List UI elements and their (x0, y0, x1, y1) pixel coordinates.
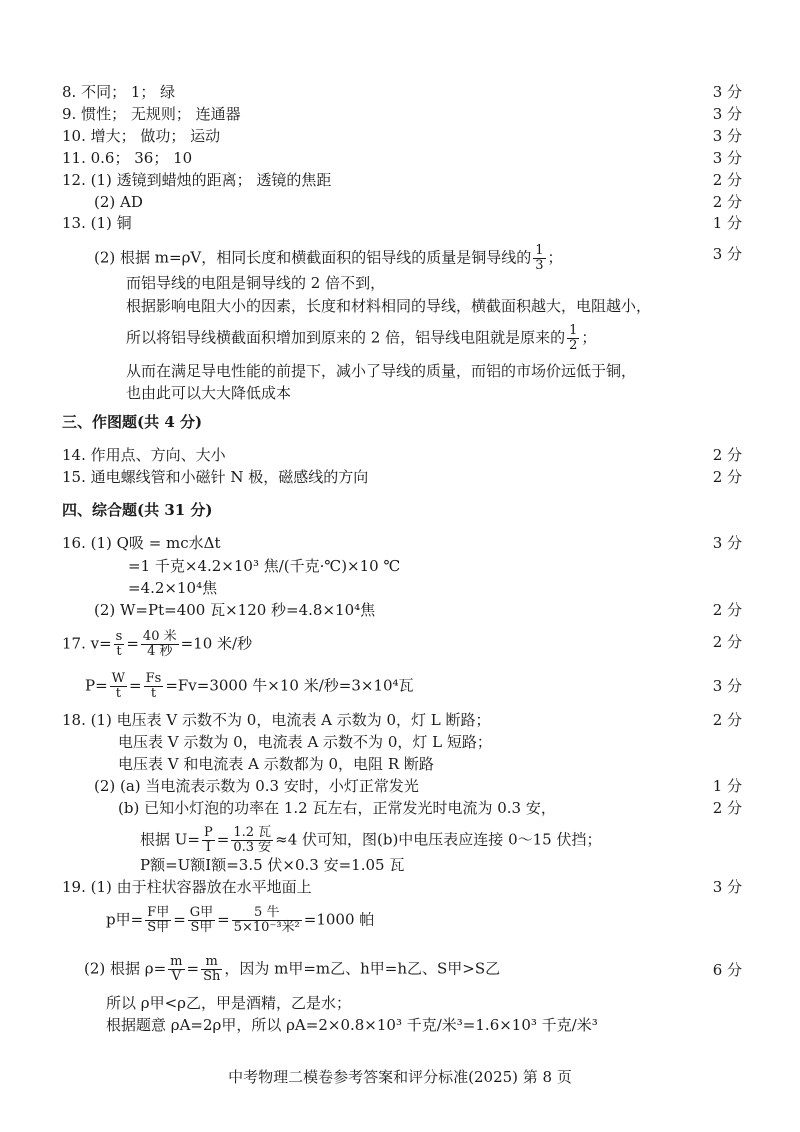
answer-13-2-line1 (94, 244, 563, 273)
fraction-w-over-t (110, 672, 127, 701)
section-heading-3: 三、作图题(共 4 分) (62, 413, 203, 431)
fraction-denominator: V (171, 969, 182, 984)
fraction-denominator: S甲 (190, 920, 213, 935)
fraction-value (232, 906, 302, 935)
answer-16-1-line2: =1 千克×4.2×10³ 焦/(千克·℃)×10 ℃ (128, 557, 401, 575)
fraction-denominator: t (115, 686, 121, 701)
answer-13-1: 13. (1) 铜 (62, 214, 132, 232)
answer-16-1-line1: 16. (1) Q吸 = mc水Δt (62, 534, 221, 552)
fraction-denominator: Sh (203, 969, 221, 984)
fraction-p-over-i (202, 826, 215, 855)
fraction-numerator: 1 (569, 323, 578, 338)
answer-18-2-c-suffix: ≈4 伏可知，图(b)中电压表应连接 0～15 伏挡； (275, 830, 602, 849)
score-12-2: 2 分 (712, 193, 742, 211)
answer-19-1-suffix: =1000 帕 (303, 910, 375, 929)
fraction-denominator: 4 秒 (147, 644, 173, 659)
fraction-numerator: 1.2 瓦 (233, 825, 272, 840)
answer-19-1-prefix: p甲= (106, 910, 144, 929)
answer-8: 8. 不同； 1； 绿 (62, 83, 176, 101)
answer-12-2: (2) AD (94, 193, 143, 211)
answer-16-2: (2) W=Pt=400 瓦×120 秒=4.8×10⁴焦 (94, 601, 376, 619)
fraction-weight-over-area (188, 906, 215, 935)
score-10: 3 分 (712, 127, 742, 145)
fraction-denominator: t (116, 644, 122, 659)
answer-15: 15. 通电螺线管和小磁针 N 极，磁感线的方向 (62, 468, 369, 486)
score-18-2-b: 2 分 (712, 799, 742, 817)
section-heading-4: 四、综合题(共 31 分) (62, 501, 213, 519)
answer-18-1-line2: 电压表 V 示数为 0，电流表 A 示数不为 0，灯 L 短路； (118, 733, 492, 751)
fraction-denominator: 5×10⁻³米² (233, 920, 300, 935)
answer-19-2-suffix: ，因为 m甲=m乙、h甲=h乙、S甲>S乙 (224, 959, 501, 978)
answer-12-1: 12. (1) 透镜到蜡烛的距离； 透镜的焦距 (62, 171, 332, 189)
equals-sign: = (126, 634, 139, 653)
equals-sign: = (186, 959, 200, 978)
fraction-denominator: t (150, 686, 157, 701)
answer-18-2-b: (b) 已知小灯泡的功率在 1.2 瓦左右，正常发光时电流为 0.3 安， (118, 799, 556, 817)
answer-13-2-line4-text: 所以将铝导线横截面积增加到原来的 2 倍，铝导线电阻就是原来的 (126, 328, 566, 347)
answer-18-1-line3: 电压表 V 和电流表 A 示数都为 0，电阻 R 断路 (118, 755, 434, 773)
answer-19-2-line3: 根据题意 ρA=2ρ甲，所以 ρA=2×0.8×10³ 千克/米³=1.6×10³ 千克/米³ (106, 1016, 598, 1034)
fraction-fs-over-t (144, 672, 164, 701)
answer-13-2-line4 (126, 324, 596, 353)
answer-17-1-suffix: =10 米/秒 (180, 634, 253, 653)
fraction-numerator: 1 (535, 243, 544, 258)
answer-19-2-line2: 所以 ρ甲<ρ乙，甲是酒精，乙是水； (106, 994, 351, 1012)
answer-17-2 (85, 672, 414, 701)
fraction-force-over-area (145, 906, 171, 935)
answer-18-2-c (140, 826, 601, 855)
semicolon: ； (547, 248, 563, 267)
fraction-power-over-current (231, 826, 273, 855)
answer-13-2-line3: 根据影响电阻大小的因素，长度和材料相同的导线，横截面积越大，电阻越小， (126, 297, 652, 315)
answer-17-1-prefix: 17. v= (62, 634, 112, 653)
answer-14: 14. 作用点、方向、大小 (62, 446, 226, 464)
equals-sign: = (216, 830, 230, 849)
answer-17-2-prefix: P= (85, 676, 108, 695)
equals-sign: = (129, 676, 142, 695)
fraction-numerator: Fs (145, 671, 162, 686)
score-8: 3 分 (712, 83, 742, 101)
score-18-2-a: 1 分 (712, 777, 742, 795)
fraction-numerator: W (111, 671, 126, 686)
fraction-s-over-t (114, 630, 125, 659)
answer-19-1-line2 (106, 906, 374, 935)
answer-9: 9. 惯性； 无规则； 连通器 (62, 105, 241, 123)
score-17-2: 3 分 (712, 677, 742, 695)
answer-17-2-suffix: =Fv=3000 牛×10 米/秒=3×10⁴瓦 (165, 676, 414, 695)
fraction-numerator: 40 米 (142, 629, 177, 644)
answer-13-2-line5: 从而在满足导电性能的前提下，减小了导线的质量，而铝的市场价远低于铜， (126, 362, 637, 380)
answer-13-2-line6: 也由此可以大大降低成本 (126, 384, 292, 402)
fraction-denominator: 2 (569, 338, 578, 353)
fraction-one-third (533, 244, 545, 273)
answer-18-2-c-prefix: 根据 U= (140, 830, 200, 849)
fraction-numerator: F甲 (147, 905, 170, 920)
answer-10: 10. 增大； 做功； 运动 (62, 127, 221, 145)
answer-13-2-text: (2) 根据 m=ρV，相同长度和横截面积的铝导线的质量是铜导线的 (94, 248, 532, 267)
fraction-numerator: G甲 (189, 905, 214, 920)
equals-sign: = (217, 910, 230, 929)
score-11: 3 分 (712, 149, 742, 167)
score-13-1: 1 分 (712, 214, 742, 232)
answer-18-2-d: P额=U额I额=3.5 伏×0.3 安=1.05 瓦 (140, 856, 405, 874)
answer-18-1-line1: 18. (1) 电压表 V 示数不为 0，电流表 A 示数为 0，灯 L 断路； (62, 711, 491, 729)
score-13-2: 3 分 (712, 245, 742, 263)
semicolon: ； (581, 328, 597, 347)
fraction-one-half (567, 324, 579, 353)
fraction-m-over-sh (201, 955, 222, 984)
fraction-numerator: m (201, 955, 222, 970)
fraction-denominator: 3 (535, 258, 544, 273)
score-14: 2 分 (712, 446, 742, 464)
fraction-m-over-v (168, 955, 184, 984)
answer-16-1-line3: =4.2×10⁴焦 (128, 579, 218, 597)
fraction-denominator: S甲 (147, 920, 170, 935)
score-16-1: 3 分 (712, 534, 742, 552)
score-15: 2 分 (712, 468, 742, 486)
answer-18-2-a: (2) (a) 当电流表示数为 0.3 安时，小灯正常发光 (94, 777, 419, 795)
score-16-2: 2 分 (712, 601, 742, 619)
answer-11: 11. 0.6； 36； 10 (62, 149, 193, 167)
fraction-numerator: 5 牛 (232, 906, 302, 921)
fraction-distance-over-time (141, 630, 179, 659)
equals-sign: = (173, 910, 186, 929)
score-19-1: 3 分 (712, 878, 742, 896)
fraction-denominator: 0.3 安 (233, 840, 272, 855)
fraction-numerator: s (115, 629, 123, 644)
page-footer: 中考物理二模卷参考答案和评分标准(2025) 第 8 页 (228, 1068, 572, 1086)
fraction-numerator: m (170, 954, 183, 969)
answer-19-2-prefix: (2) 根据 ρ= (84, 959, 167, 978)
score-17-1: 2 分 (712, 633, 742, 651)
score-19-2: 6 分 (712, 961, 742, 979)
fraction-denominator: I (205, 840, 211, 855)
score-18-1: 2 分 (712, 711, 742, 729)
answer-19-2-line1 (84, 955, 500, 984)
answer-13-2-line2: 而铝导线的电阻是铜导线的 2 倍不到， (126, 274, 386, 292)
fraction-numerator: P (203, 825, 213, 840)
answer-19-1-line1: 19. (1) 由于柱状容器放在水平地面上 (62, 878, 312, 896)
score-9: 3 分 (712, 105, 742, 123)
answer-17-1 (62, 630, 252, 659)
score-12-1: 2 分 (712, 171, 742, 189)
